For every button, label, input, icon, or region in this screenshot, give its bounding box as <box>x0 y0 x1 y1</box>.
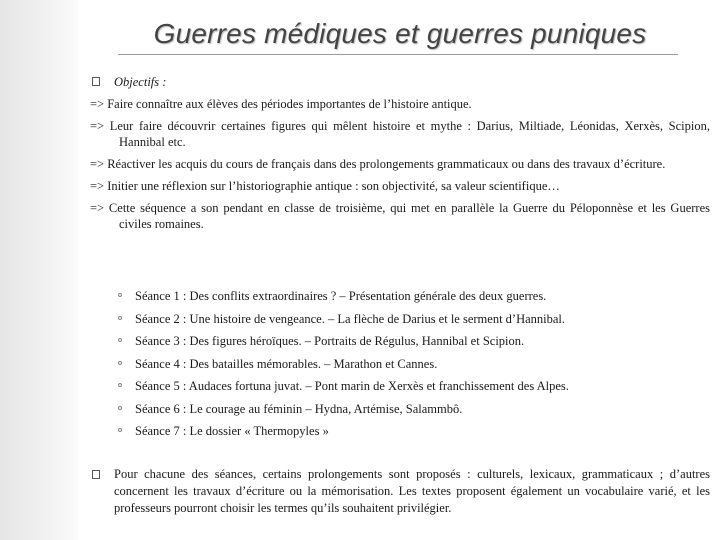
title-underline <box>118 54 678 55</box>
objective-item: => Initier une réflexion sur l’historiographie antique : son objectivité, sa valeur scientifique… <box>90 179 560 193</box>
session-item <box>115 311 715 334</box>
objectifs-heading <box>90 74 710 90</box>
circle-bullet-icon <box>118 361 122 365</box>
objective-item: => Cette séquence a son pendant en classe de troisième, qui met en parallèle la Guerre du Péloponnèse et les Guerres civiles romaines. <box>90 201 710 231</box>
session-text: Séance 5 : Audaces fortuna juvat. – Pont marin de Xerxès et franchissement des Alpes. <box>135 379 569 393</box>
session-item <box>115 356 715 379</box>
session-item <box>115 401 715 424</box>
square-bullet-icon <box>92 77 100 86</box>
slide-title: Guerres médiques et guerres puniques <box>153 18 647 49</box>
session-text: Séance 2 : Une histoire de vengeance. – La flèche de Darius et le serment d’Hannibal. <box>135 311 566 326</box>
session-text: Séance 3 : Des figures héroïques. – Portraits de Régulus, Hannibal et Scipion. <box>135 334 525 348</box>
circle-bullet-icon <box>118 428 122 432</box>
session-item <box>115 378 715 401</box>
session-item <box>115 288 715 311</box>
sessions-list <box>115 288 715 446</box>
objectives-list <box>90 96 710 232</box>
session-text: Séance 4 : Des batailles mémorables. – Marathon et Cannes. <box>135 356 438 371</box>
session-item <box>115 423 715 446</box>
circle-bullet-icon <box>118 383 122 387</box>
session-text: Séance 1 : Des conflits extraordinaires ? – Présentation générale des deux guerres. <box>135 289 547 303</box>
objectifs-label: Objectifs : <box>114 75 167 89</box>
circle-bullet-icon <box>118 338 122 342</box>
session-text: Séance 6 : Le courage au féminin – Hydna, Artémise, Salammbô. <box>135 401 463 416</box>
circle-bullet-icon <box>118 293 122 297</box>
objective-item: => Leur faire découvrir certaines figures qui mêlent histoire et mythe : Darius, Miltiade, Léonidas, Xerxès, Scipion, Hannibal etc. <box>90 119 710 149</box>
session-text: Séance 7 : Le dossier « Thermopyles » <box>135 424 329 438</box>
session-item <box>115 333 715 356</box>
objectives-section <box>90 74 710 238</box>
objective-item: => Réactiver les acquis du cours de français dans des prolongements grammaticaux ou dans des travaux d’écriture. <box>90 157 666 171</box>
footer-paragraph <box>90 466 710 517</box>
objective-item: => Faire connaître aux élèves des périodes importantes de l’histoire antique. <box>90 97 472 111</box>
circle-bullet-icon <box>118 406 122 410</box>
circle-bullet-icon <box>118 316 122 320</box>
footer-text: Pour chacune des séances, certains prolongements sont proposés : culturels, lexicaux, grammaticaux ; d’autres concernent les travaux d’écriture ou la mémorisation. Les textes proposent également un vocabulaire varié, et les professeurs pourront choisir les termes qu’ils souhaitent privilégier. <box>114 467 710 515</box>
square-bullet-icon <box>92 470 100 479</box>
